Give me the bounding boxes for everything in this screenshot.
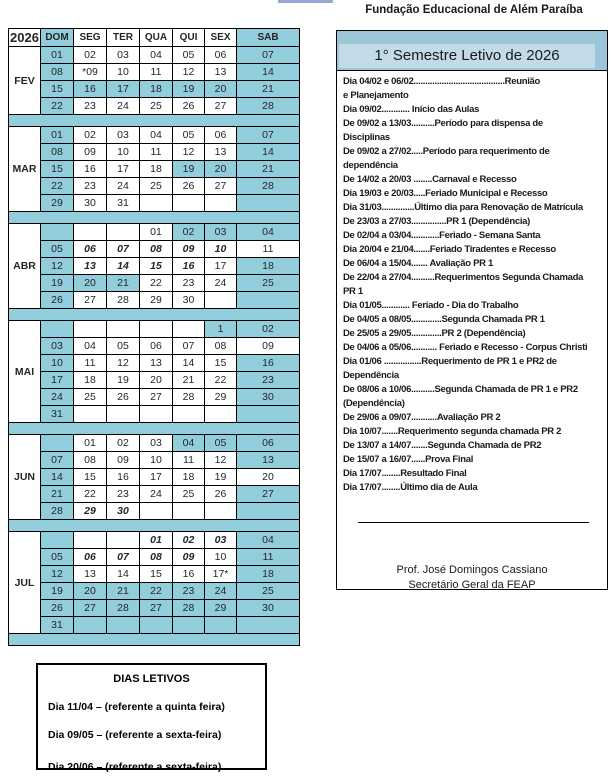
day-cell: 30 xyxy=(237,600,300,617)
day-cell: 19 xyxy=(173,81,205,98)
day-cell: 19 xyxy=(41,583,74,600)
semester-event-line: De 25/05 a 29/05.............PR 2 (Dependência) xyxy=(343,328,526,339)
day-cell: 10 xyxy=(205,241,237,258)
day-cell: 26 xyxy=(41,292,74,309)
day-cell: 20 xyxy=(205,161,237,178)
semester-event-line: De 29/06 a 09/07...........Avaliação PR 2 xyxy=(343,412,501,423)
month-separator xyxy=(9,634,300,646)
day-cell xyxy=(140,195,173,212)
day-cell: 16 xyxy=(74,81,107,98)
day-cell xyxy=(173,321,205,338)
day-cell: 09 xyxy=(173,241,205,258)
day-cell: 01 xyxy=(41,47,74,64)
day-cell xyxy=(41,321,74,338)
day-cell: 04 xyxy=(173,435,205,452)
weekday-header: QUA xyxy=(140,29,173,47)
day-cell: 03 xyxy=(107,127,140,144)
day-cell: 18 xyxy=(237,258,300,275)
day-cell: 15 xyxy=(140,258,173,275)
day-cell: 28 xyxy=(107,292,140,309)
day-cell: 20 xyxy=(140,372,173,389)
day-cell: 15 xyxy=(140,566,173,583)
weekday-header: SEX xyxy=(205,29,237,47)
day-cell xyxy=(41,532,74,549)
day-cell: 10 xyxy=(41,355,74,372)
day-cell xyxy=(107,532,140,549)
day-cell: 25 xyxy=(74,389,107,406)
day-cell: 29 xyxy=(74,503,107,520)
day-cell: 15 xyxy=(41,161,74,178)
day-cell: 03 xyxy=(205,224,237,241)
day-cell: 04 xyxy=(140,127,173,144)
day-cell xyxy=(173,195,205,212)
day-cell: 15 xyxy=(205,355,237,372)
day-cell: 18 xyxy=(140,81,173,98)
semester-event-line: e Planejamento xyxy=(343,90,409,101)
day-cell: 01 xyxy=(41,127,74,144)
day-cell: 26 xyxy=(107,389,140,406)
day-cell: 06 xyxy=(74,241,107,258)
day-cell: 29 xyxy=(140,292,173,309)
day-cell: 04 xyxy=(237,532,300,549)
month-separator xyxy=(9,309,300,321)
day-cell: 02 xyxy=(173,532,205,549)
day-cell: 15 xyxy=(41,81,74,98)
day-cell: 04 xyxy=(237,224,300,241)
day-cell: 22 xyxy=(140,583,173,600)
day-cell: 20 xyxy=(237,469,300,486)
signature-role: Secretário Geral da FEAP xyxy=(408,579,536,591)
day-cell: 06 xyxy=(140,338,173,355)
semester-event-line: Dia 01/05............ Feriado - Dia do Trabalho xyxy=(343,300,519,311)
day-cell: 06 xyxy=(205,127,237,144)
month-label: JUN xyxy=(9,435,41,520)
month-label: ABR xyxy=(9,224,41,309)
semester-event-line: De 09/02 a 13/03..........Período para dispensa de xyxy=(343,118,543,129)
dias-letivos-item: Dia 11/04 – (referente a quinta feira) xyxy=(48,701,225,713)
day-cell: 17 xyxy=(41,372,74,389)
day-cell: 31 xyxy=(107,195,140,212)
day-cell: 13 xyxy=(74,258,107,275)
day-cell: 07 xyxy=(237,47,300,64)
day-cell xyxy=(107,617,140,634)
day-cell: 28 xyxy=(173,389,205,406)
day-cell: 31 xyxy=(41,406,74,423)
semester-event-line: Disciplinas xyxy=(343,132,390,143)
day-cell: 23 xyxy=(74,178,107,195)
day-cell: 14 xyxy=(237,144,300,161)
semester-event-line: Dia 31/03..............Último dia para Renovação de Matrícula xyxy=(343,202,583,213)
day-cell: 23 xyxy=(74,98,107,115)
day-cell: 20 xyxy=(74,583,107,600)
day-cell xyxy=(41,435,74,452)
semester-event-line: (Dependência) xyxy=(343,398,405,409)
weekday-header: SEG xyxy=(74,29,107,47)
month-label: MAR xyxy=(9,127,41,212)
day-cell: 08 xyxy=(41,144,74,161)
day-cell: 13 xyxy=(74,566,107,583)
day-cell: 18 xyxy=(140,161,173,178)
day-cell: 30 xyxy=(107,503,140,520)
day-cell: 22 xyxy=(140,275,173,292)
day-cell: 14 xyxy=(107,258,140,275)
day-cell: 21 xyxy=(107,583,140,600)
day-cell: 28 xyxy=(41,503,74,520)
day-cell: 11 xyxy=(173,452,205,469)
day-cell: 07 xyxy=(173,338,205,355)
semester-event-line: De 08/06 a 10/06..........Segunda Chamada de PR 1 e PR2 xyxy=(343,384,578,395)
day-cell: 22 xyxy=(205,372,237,389)
day-cell: 07 xyxy=(237,127,300,144)
day-cell: 25 xyxy=(173,486,205,503)
semester-panel-header xyxy=(337,31,607,71)
day-cell: 11 xyxy=(140,64,173,81)
day-cell: 27 xyxy=(140,600,173,617)
semester-events-panel xyxy=(336,30,608,590)
day-cell: 24 xyxy=(205,583,237,600)
day-cell: 27 xyxy=(237,486,300,503)
day-cell: 10 xyxy=(107,144,140,161)
day-cell: 26 xyxy=(173,98,205,115)
day-cell: 05 xyxy=(205,435,237,452)
day-cell: 05 xyxy=(173,47,205,64)
day-cell: 18 xyxy=(74,372,107,389)
day-cell: 28 xyxy=(237,98,300,115)
day-cell: 31 xyxy=(41,617,74,634)
day-cell: 20 xyxy=(205,81,237,98)
month-separator xyxy=(9,115,300,127)
day-cell: 05 xyxy=(107,338,140,355)
day-cell: 16 xyxy=(173,566,205,583)
semester-event-line: Dependência xyxy=(343,370,399,381)
day-cell: 22 xyxy=(74,486,107,503)
day-cell: 30 xyxy=(173,292,205,309)
semester-event-line: De 02/04 a 03/04............Feriado - Semana Santa xyxy=(343,230,541,241)
semester-event-line: Dia 01/06 ................Requerimento de PR 1 e PR2 de xyxy=(343,356,557,367)
day-cell xyxy=(205,406,237,423)
day-cell: 05 xyxy=(173,127,205,144)
weekday-header: QUI xyxy=(173,29,205,47)
day-cell: 30 xyxy=(237,389,300,406)
day-cell: 09 xyxy=(107,452,140,469)
day-cell: 24 xyxy=(107,98,140,115)
semester-event-line: Dia 10/07.......Requerimento segunda chamada PR 2 xyxy=(343,426,562,437)
day-cell: 09 xyxy=(237,338,300,355)
day-cell: *09 xyxy=(74,64,107,81)
day-cell: 08 xyxy=(74,452,107,469)
month-separator xyxy=(9,423,300,435)
day-cell xyxy=(205,617,237,634)
day-cell: 23 xyxy=(237,372,300,389)
day-cell: 14 xyxy=(107,566,140,583)
signature-line xyxy=(358,522,589,523)
day-cell: 18 xyxy=(237,566,300,583)
day-cell: 23 xyxy=(107,486,140,503)
day-cell: 06 xyxy=(74,549,107,566)
day-cell: 12 xyxy=(107,355,140,372)
day-cell: 11 xyxy=(140,144,173,161)
semester-event-line: De 15/07 a 16/07......Prova Final xyxy=(343,454,474,465)
day-cell: 21 xyxy=(41,486,74,503)
day-cell: 13 xyxy=(205,64,237,81)
day-cell: 09 xyxy=(74,144,107,161)
institution-title: Fundação Educacional de Além Paraíba xyxy=(365,4,583,16)
semester-event-line: Dia 17/07........Último dia de Aula xyxy=(343,482,478,493)
day-cell: 03 xyxy=(205,532,237,549)
day-cell xyxy=(140,406,173,423)
day-cell: 17* xyxy=(205,566,237,583)
day-cell: 10 xyxy=(107,64,140,81)
day-cell: 10 xyxy=(205,549,237,566)
weekday-header: TER xyxy=(107,29,140,47)
day-cell: 07 xyxy=(107,549,140,566)
month-label: FEV xyxy=(9,47,41,115)
day-cell: 06 xyxy=(237,435,300,452)
day-cell: 02 xyxy=(173,224,205,241)
day-cell xyxy=(74,224,107,241)
day-cell: 23 xyxy=(173,275,205,292)
day-cell: 12 xyxy=(173,64,205,81)
day-cell: 11 xyxy=(237,549,300,566)
semester-event-line: De 13/07 a 14/07.......Segunda Chamada de PR2 xyxy=(343,440,542,451)
day-cell: 26 xyxy=(205,486,237,503)
signature-block xyxy=(337,563,607,593)
day-cell: 03 xyxy=(140,435,173,452)
day-cell: 03 xyxy=(107,47,140,64)
day-cell xyxy=(74,617,107,634)
semester-event-line: De 22/04 a 27/04..........Requerimentos Segunda Chamada xyxy=(343,272,584,283)
day-cell: 08 xyxy=(205,338,237,355)
day-cell: 27 xyxy=(74,292,107,309)
day-cell: 11 xyxy=(74,355,107,372)
semester-panel-title: 1° Semestre Letivo de 2026 xyxy=(339,44,595,68)
day-cell: 21 xyxy=(107,275,140,292)
day-cell: 17 xyxy=(140,469,173,486)
day-cell: 16 xyxy=(74,161,107,178)
day-cell: 19 xyxy=(205,469,237,486)
day-cell xyxy=(237,617,300,634)
day-cell: 08 xyxy=(41,64,74,81)
day-cell: 24 xyxy=(205,275,237,292)
day-cell: 25 xyxy=(237,583,300,600)
day-cell: 12 xyxy=(41,566,74,583)
month-separator xyxy=(9,520,300,532)
day-cell: 04 xyxy=(74,338,107,355)
semester-event-line: De 06/04 a 15/04....... Avaliação PR 1 xyxy=(343,258,494,269)
day-cell: 21 xyxy=(237,161,300,178)
day-cell: 27 xyxy=(205,98,237,115)
day-cell xyxy=(74,532,107,549)
signature-name: Prof. José Domingos Cassiano xyxy=(396,564,548,576)
day-cell: 04 xyxy=(140,47,173,64)
day-cell: 25 xyxy=(140,178,173,195)
semester-event-line: De 14/02 a 20/03 ........Carnaval e Recesso xyxy=(343,174,517,185)
day-cell: 09 xyxy=(173,549,205,566)
semester-event-line: Dia 19/03 e 20/03.....Feriado Municipal e Recesso xyxy=(343,188,548,199)
day-cell: 13 xyxy=(140,355,173,372)
year-label: 2026 xyxy=(10,30,39,45)
day-cell xyxy=(74,321,107,338)
day-cell: 17 xyxy=(205,258,237,275)
semester-event-line: De 09/02 a 27/02.....Período para requerimento de xyxy=(343,146,550,157)
day-cell: 25 xyxy=(237,275,300,292)
dias-letivos-item: Dia 20/06 – (referente a sexta-feira) xyxy=(48,761,222,773)
day-cell: 10 xyxy=(140,452,173,469)
day-cell: 28 xyxy=(107,600,140,617)
month-label: JUL xyxy=(9,532,41,634)
semester-event-line: Dia 17/07........Resultado Final xyxy=(343,468,467,479)
day-cell: 21 xyxy=(237,81,300,98)
day-cell xyxy=(205,503,237,520)
day-cell: 16 xyxy=(173,258,205,275)
day-cell: 17 xyxy=(107,81,140,98)
day-cell xyxy=(173,617,205,634)
day-cell: 25 xyxy=(140,98,173,115)
semester-event-line: De 23/03 a 27/03...............PR 1 (Dependência) xyxy=(343,216,530,227)
day-cell xyxy=(237,292,300,309)
semester-calendar-table xyxy=(8,28,300,646)
day-cell: 16 xyxy=(107,469,140,486)
weekday-header: DOM xyxy=(41,29,74,47)
semester-event-line: Dia 09/02............ Início das Aulas xyxy=(343,104,480,115)
day-cell: 15 xyxy=(74,469,107,486)
day-cell: 02 xyxy=(74,127,107,144)
day-cell: 07 xyxy=(107,241,140,258)
day-cell: 08 xyxy=(140,549,173,566)
day-cell: 11 xyxy=(237,241,300,258)
day-cell: 03 xyxy=(41,338,74,355)
day-cell: 19 xyxy=(173,161,205,178)
day-cell: 28 xyxy=(173,600,205,617)
day-cell xyxy=(41,224,74,241)
day-cell: 1 xyxy=(205,321,237,338)
day-cell: 07 xyxy=(41,452,74,469)
day-cell: 22 xyxy=(41,178,74,195)
day-cell: 29 xyxy=(205,389,237,406)
dias-letivos-list xyxy=(38,701,265,773)
day-cell: 02 xyxy=(107,435,140,452)
day-cell: 13 xyxy=(237,452,300,469)
day-cell: 23 xyxy=(173,583,205,600)
day-cell: 21 xyxy=(173,372,205,389)
semester-event-line: PR 1 xyxy=(343,286,363,297)
dias-letivos-box xyxy=(36,663,267,773)
day-cell: 16 xyxy=(237,355,300,372)
day-cell: 24 xyxy=(140,486,173,503)
semester-event-line: De 04/06 a 05/06........... Feriado e Recesso - Corpus Christi xyxy=(343,342,588,353)
day-cell: 01 xyxy=(140,532,173,549)
semester-events-list xyxy=(337,71,607,495)
month-label: MAI xyxy=(9,321,41,423)
day-cell: 22 xyxy=(41,98,74,115)
day-cell xyxy=(74,406,107,423)
day-cell: 12 xyxy=(41,258,74,275)
day-cell: 26 xyxy=(173,178,205,195)
day-cell: 30 xyxy=(74,195,107,212)
day-cell xyxy=(140,617,173,634)
day-cell: 01 xyxy=(74,435,107,452)
day-cell xyxy=(140,321,173,338)
day-cell xyxy=(237,503,300,520)
day-cell: 26 xyxy=(41,600,74,617)
day-cell: 13 xyxy=(205,144,237,161)
day-cell: 17 xyxy=(107,161,140,178)
day-cell: 06 xyxy=(205,47,237,64)
day-cell: 29 xyxy=(41,195,74,212)
day-cell: 27 xyxy=(74,600,107,617)
day-cell xyxy=(107,321,140,338)
day-cell xyxy=(237,406,300,423)
day-cell: 02 xyxy=(74,47,107,64)
day-cell xyxy=(140,503,173,520)
day-cell xyxy=(107,406,140,423)
day-cell xyxy=(173,406,205,423)
day-cell: 01 xyxy=(140,224,173,241)
day-cell: 12 xyxy=(205,452,237,469)
day-cell: 19 xyxy=(107,372,140,389)
cropped-banner-fragment xyxy=(278,0,333,3)
day-cell: 28 xyxy=(237,178,300,195)
day-cell: 20 xyxy=(74,275,107,292)
semester-event-line: De 04/05 a 08/05.............Segunda Chamada PR 1 xyxy=(343,314,545,325)
semester-event-line: Dia 04/02 e 06/02.......................................Reunião xyxy=(343,76,541,87)
day-cell: 05 xyxy=(41,241,74,258)
day-cell: 14 xyxy=(237,64,300,81)
day-cell: 27 xyxy=(140,389,173,406)
day-cell xyxy=(173,503,205,520)
day-cell xyxy=(205,195,237,212)
month-separator xyxy=(9,212,300,224)
day-cell: 24 xyxy=(41,389,74,406)
semester-event-line: dependência xyxy=(343,160,398,171)
day-cell: 14 xyxy=(41,469,74,486)
dias-letivos-item: Dia 09/05 – (referente a sexta-feira) xyxy=(48,729,222,741)
day-cell: 27 xyxy=(205,178,237,195)
day-cell: 02 xyxy=(237,321,300,338)
day-cell: 12 xyxy=(173,144,205,161)
day-cell: 08 xyxy=(140,241,173,258)
day-cell xyxy=(107,224,140,241)
day-cell xyxy=(237,195,300,212)
semester-event-line: Dia 20/04 e 21/04.......Feriado Tiradentes e Recesso xyxy=(343,244,556,255)
day-cell: 05 xyxy=(41,549,74,566)
day-cell xyxy=(205,292,237,309)
day-cell: 29 xyxy=(205,600,237,617)
dias-letivos-title: DIAS LETIVOS xyxy=(113,673,190,685)
day-cell: 18 xyxy=(173,469,205,486)
weekday-header: SAB xyxy=(237,29,300,47)
day-cell: 24 xyxy=(107,178,140,195)
day-cell: 14 xyxy=(173,355,205,372)
day-cell: 19 xyxy=(41,275,74,292)
